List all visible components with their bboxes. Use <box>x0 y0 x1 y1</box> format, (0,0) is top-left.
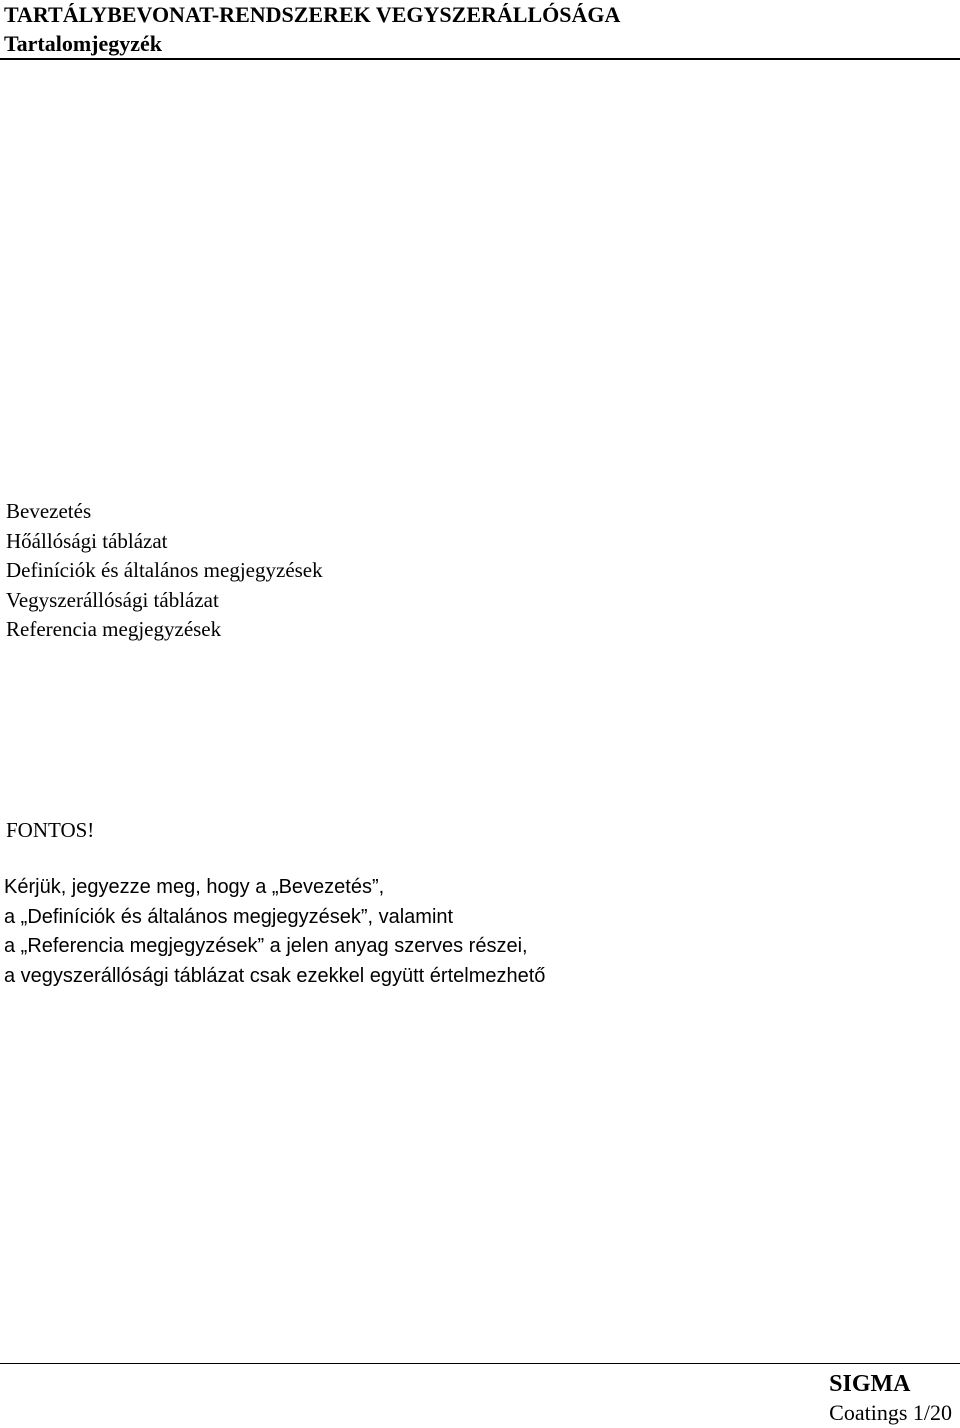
notice-line: Kérjük, jegyezze meg, hogy a „Bevezetés”, <box>4 876 385 898</box>
document-title: TARTÁLYBEVONAT-RENDSZEREK VEGYSZERÁLLÓSÁGA <box>4 2 621 27</box>
header-divider <box>0 58 960 60</box>
toc-item: Bevezetés <box>6 499 92 523</box>
notice-line: a „Definíciók és általános megjegyzések”, valamint <box>4 905 454 928</box>
footer-brand: SIGMA <box>829 1371 911 1397</box>
important-label: FONTOS! <box>6 818 95 842</box>
footer-divider <box>0 1363 960 1364</box>
notice-line: a „Referencia megjegyzések” a jelen anyag szerves részei, <box>4 935 528 957</box>
document-header <box>4 0 960 58</box>
toc-item: Vegyszerállósági táblázat <box>6 587 219 612</box>
document-subtitle: Tartalomjegyzék <box>4 31 163 56</box>
page-footer <box>829 1369 952 1427</box>
toc-item: Definíciók és általános megjegyzések <box>6 558 323 582</box>
toc-item: Referencia megjegyzések <box>6 617 222 641</box>
notice-line: a vegyszerállósági táblázat csak ezekkel együtt értelmezhető <box>4 964 546 987</box>
footer-page-number: Coatings 1/20 <box>829 1400 952 1425</box>
toc-item: Hőállósági táblázat <box>6 528 168 553</box>
important-notice <box>4 873 545 991</box>
table-of-contents <box>6 497 323 645</box>
